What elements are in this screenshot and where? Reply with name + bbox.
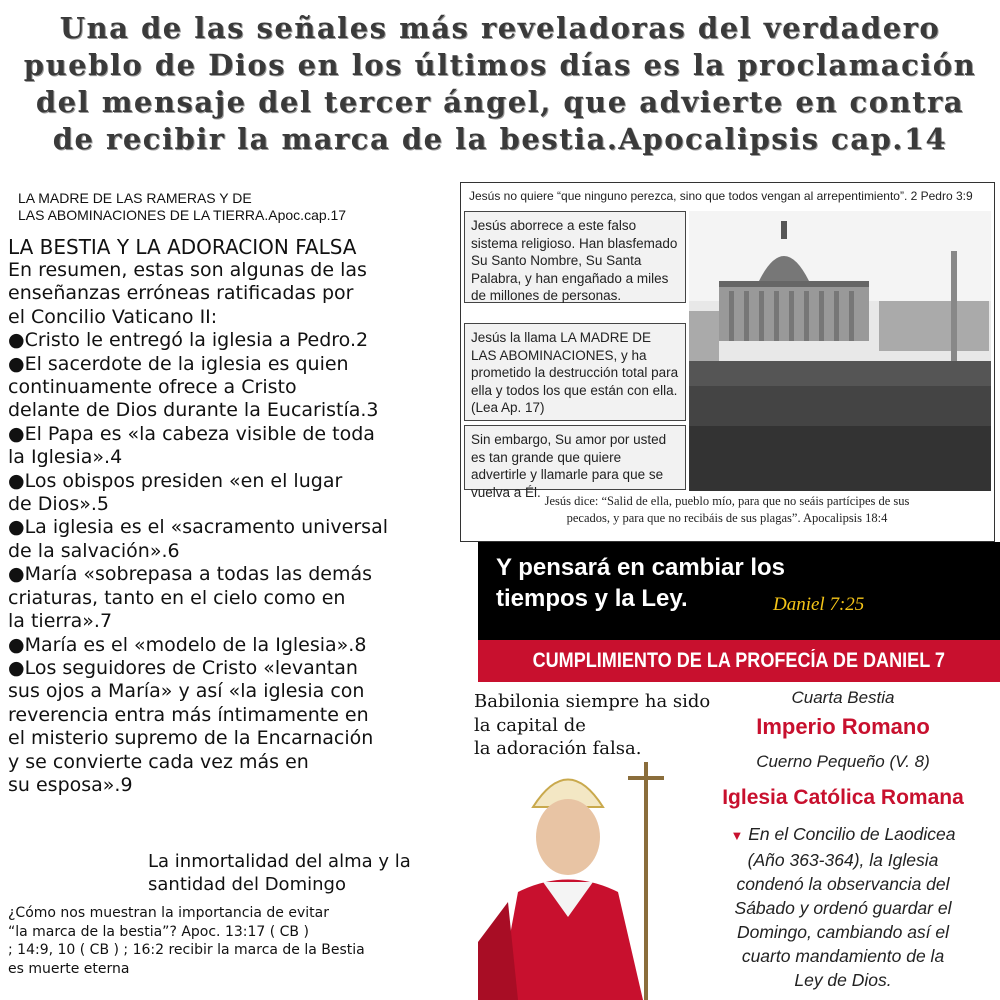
panel-box-3: Sin embargo, Su amor por usted es tan grande que quiere advertirle y llamarle para que se vuelva a Él.	[464, 425, 686, 490]
daniel-quote-text: Y pensará en cambiar los tiempos y la Ley.	[496, 554, 786, 612]
banner-text: CUMPLIMIENTO DE LA PROFECÍA DE DANIEL 7	[532, 649, 946, 672]
panel-bottom-quote: Jesús dice: “Salid de ella, pueblo mío, para que no seáis partícipes de sus pecados, y para que no recibáis de sus plagas”. Apocalipsis 18:4	[544, 494, 910, 525]
basilica-photo	[689, 211, 991, 491]
left-column	[8, 235, 460, 797]
little-horn-label: Cuerno Pequeño (V. 8)	[756, 752, 930, 771]
laodicea-paragraph	[693, 822, 993, 992]
bullet-item: ●El Papa es «la cabeza visible de toda la Iglesia».4	[8, 422, 375, 469]
babilonia-caption: Babilonia siempre ha sido la capital de la adoración falsa.	[474, 691, 711, 759]
left-intro: En resumen, estas son algunas de las enseñanzas erróneas ratificadas por el Concilio Vaticano II:	[8, 259, 367, 328]
bullet-item: ●María «sobrepasa a todas las demás criaturas, tanto en el cielo como en la tierra».7	[8, 563, 373, 633]
church-label: Iglesia Católica Romana	[722, 786, 964, 809]
bullet-item: ●La iglesia es el «sacramento universal de la salvación».6	[8, 516, 388, 562]
panel-box-1: Jesús aborrece a este falso sistema religioso. Han blasfemado Su Santo Nombre, Su Santa Palabra, y han engañado a miles de millones de personas.	[464, 211, 686, 303]
laodicea-text: En el Concilio de Laodicea (Año 363-364), la Iglesia condenó la observancia del Sábado y ordenó guardar el Domingo, cambiando así el cuarto mandamiento de la Ley de Dios.	[734, 824, 956, 990]
immortality-caption: La inmortalidad del alma y la santidad del Domingo	[148, 851, 411, 895]
prophecy-banner	[478, 640, 1000, 682]
left-heading: LA BESTIA Y LA ADORACION FALSA	[8, 235, 357, 259]
bullet-item: ●Los obispos presiden «en el lugar de Dios».5	[8, 469, 343, 516]
fourth-beast-label: Cuarta Bestia	[791, 688, 895, 707]
panel-top-quote: Jesús no quiere “que ninguno perezca, sino que todos vengan al arrepentimiento”. 2 Pedro 3:9	[469, 189, 973, 203]
triangle-down-icon: ▼	[730, 828, 744, 843]
daniel-reference: Daniel 7:25	[773, 594, 865, 615]
daniel-quote-panel	[478, 542, 1000, 640]
pope-photo	[478, 742, 708, 1000]
bullet-item: ●María es el «modelo de la Iglesia».8	[8, 633, 367, 656]
warning-panel	[460, 182, 995, 542]
prophecy-panel	[474, 682, 1000, 1000]
page-title: Una de las señales más reveladoras del verdadero pueblo de Dios en los últimos días es la proclamación del mensaje del tercer ángel, que advierte en contra de recibir la marca de la bestia.Apocalipsis cap.14	[23, 11, 977, 156]
question-text: ¿Cómo nos muestran la importancia de evitar “la marca de la bestia”? Apoc. 13:17 ( CB ) ; 14:9, 10 ( CB ) ; 16:2 recibir la marca de la Bestia es muerte eterna	[8, 905, 365, 977]
panel-box-2: Jesús la llama LA MADRE DE LAS ABOMINACIONES, y ha prometido la destrucción total para ella y todos los que están con ella. (Lea Ap. 17)	[464, 323, 686, 421]
left-subhead: LA MADRE DE LAS RAMERAS Y DE LAS ABOMINACIONES DE LA TIERRA.Apoc.cap.17	[18, 190, 347, 223]
bullet-item: ●Cristo le entregó la iglesia a Pedro.2	[8, 329, 369, 352]
bullet-item: ●Los seguidores de Cristo «levantan sus ojos a María» y así «la iglesia con reverencia entra más íntimamente en el misterio supremo de la Encarnación y se convierte cada vez más en su esposa».9	[8, 656, 374, 796]
bullet-item: ●El sacerdote de la iglesia es quien continuamente ofrece a Cristo delante de Dios durante la Eucaristía.3	[8, 352, 379, 422]
roman-empire-label: Imperio Romano	[756, 714, 930, 739]
